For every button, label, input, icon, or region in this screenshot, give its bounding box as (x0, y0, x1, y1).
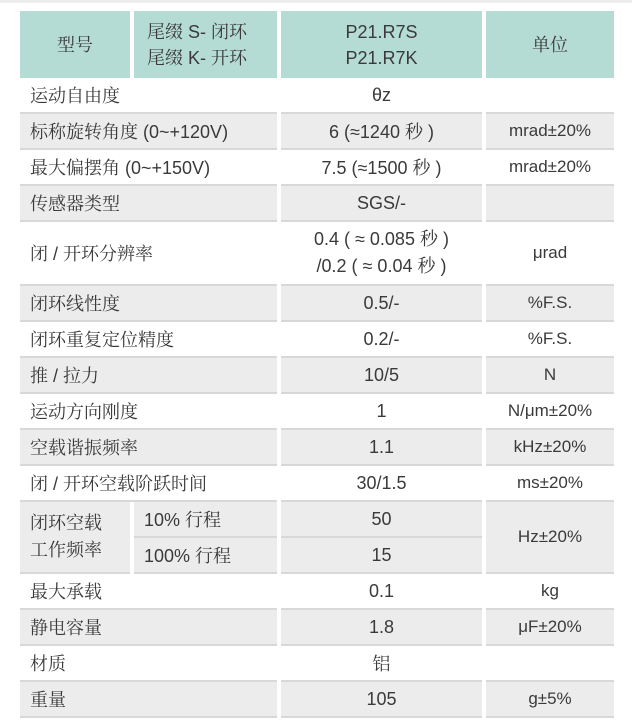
header-product-model-s: P21.R7S (345, 21, 418, 42)
spec-label: 传感器类型 (20, 186, 277, 222)
spec-row (20, 286, 614, 322)
spec-row (20, 222, 614, 286)
spec-label: 闭 / 开环空载阶跃时间 (20, 466, 277, 502)
table-header-row (20, 11, 614, 78)
spec-unit: mrad±20% (486, 150, 614, 186)
frequency-value-subcolumn (281, 502, 482, 574)
spec-label: 最大偏摆角 (0~+150V) (20, 150, 277, 186)
spec-label: 运动方向刚度 (20, 394, 277, 430)
spec-row (20, 430, 614, 466)
spec-value: 1.1 (281, 430, 482, 466)
spec-value: SGS/- (281, 186, 482, 222)
spec-row (20, 114, 614, 150)
spec-row (20, 394, 614, 430)
spec-unit: kHz±20% (486, 430, 614, 466)
stroke-10-value: 50 (281, 502, 482, 538)
spec-unit: N (486, 358, 614, 394)
spec-table (20, 11, 614, 718)
spec-unit: ms±20% (486, 466, 614, 502)
header-suffix-line2: 尾缀 K- 开环 (147, 47, 248, 68)
spec-row-working-frequency (20, 502, 614, 574)
spec-value: 6 (≈1240 秒 ) (281, 114, 482, 150)
spec-row (20, 610, 614, 646)
spec-label: 重量 (20, 682, 277, 718)
spec-unit (486, 186, 614, 222)
spec-value: 1 (281, 394, 482, 430)
header-suffix-line1: 尾缀 S- 闭环 (147, 21, 248, 42)
spec-value: 1.8 (281, 610, 482, 646)
header-model-label: 型号 (57, 34, 93, 55)
spec-label (20, 502, 130, 574)
spec-unit: μF±20% (486, 610, 614, 646)
header-product-cell (281, 11, 482, 78)
spec-row (20, 150, 614, 186)
header-unit-cell (486, 11, 614, 78)
spec-unit: Hz±20% (486, 502, 614, 574)
spec-label: 空载谐振频率 (20, 430, 277, 466)
spec-row (20, 322, 614, 358)
stroke-10-label: 10% 行程 (134, 502, 277, 538)
spec-value: 0.1 (281, 574, 482, 610)
spec-value: 10/5 (281, 358, 482, 394)
spec-row (20, 574, 614, 610)
page-top-divider (0, 0, 632, 3)
spec-label: 最大承载 (20, 574, 277, 610)
spec-label: 标称旋转角度 (0~+120V) (20, 114, 277, 150)
spec-row (20, 78, 614, 114)
spec-row (20, 682, 614, 718)
spec-value: 0.5/- (281, 286, 482, 322)
spec-value: 0.2/- (281, 322, 482, 358)
spec-unit: μrad (486, 222, 614, 286)
spec-label: 材质 (20, 646, 277, 682)
spec-value: 105 (281, 682, 482, 718)
spec-unit: %F.S. (486, 322, 614, 358)
spec-unit: mrad±20% (486, 114, 614, 150)
spec-label: 静电容量 (20, 610, 277, 646)
spec-value: 30/1.5 (281, 466, 482, 502)
spec-value: θz (281, 78, 482, 114)
spec-label: 闭环重复定位精度 (20, 322, 277, 358)
stroke-subcolumn (134, 502, 277, 574)
spec-label: 闭 / 开环分辨率 (20, 222, 277, 286)
spec-unit (486, 78, 614, 114)
header-suffix-cell (134, 11, 277, 78)
stroke-100-label: 100% 行程 (134, 538, 277, 574)
spec-label-line1: 闭环空载 (30, 513, 102, 533)
spec-label-line2: 工作频率 (30, 540, 102, 560)
header-model-cell (20, 11, 130, 78)
spec-value (281, 222, 482, 286)
spec-unit: kg (486, 574, 614, 610)
spec-row (20, 646, 614, 682)
spec-value-line2: /0.2 ( ≈ 0.04 秒 ) (316, 256, 447, 276)
spec-value: 7.5 (≈1500 秒 ) (281, 150, 482, 186)
spec-unit: %F.S. (486, 286, 614, 322)
spec-row (20, 466, 614, 502)
spec-label: 运动自由度 (20, 78, 277, 114)
header-unit-label: 单位 (532, 34, 568, 55)
spec-value: 铝 (281, 646, 482, 682)
stroke-100-value: 15 (281, 538, 482, 574)
spec-label: 闭环线性度 (20, 286, 277, 322)
spec-unit (486, 646, 614, 682)
spec-value-line1: 0.4 ( ≈ 0.085 秒 ) (314, 229, 449, 249)
spec-row (20, 358, 614, 394)
spec-unit: g±5% (486, 682, 614, 718)
spec-unit: N/μm±20% (486, 394, 614, 430)
spec-row (20, 186, 614, 222)
spec-label: 推 / 拉力 (20, 358, 277, 394)
header-product-model-k: P21.R7K (345, 47, 418, 68)
